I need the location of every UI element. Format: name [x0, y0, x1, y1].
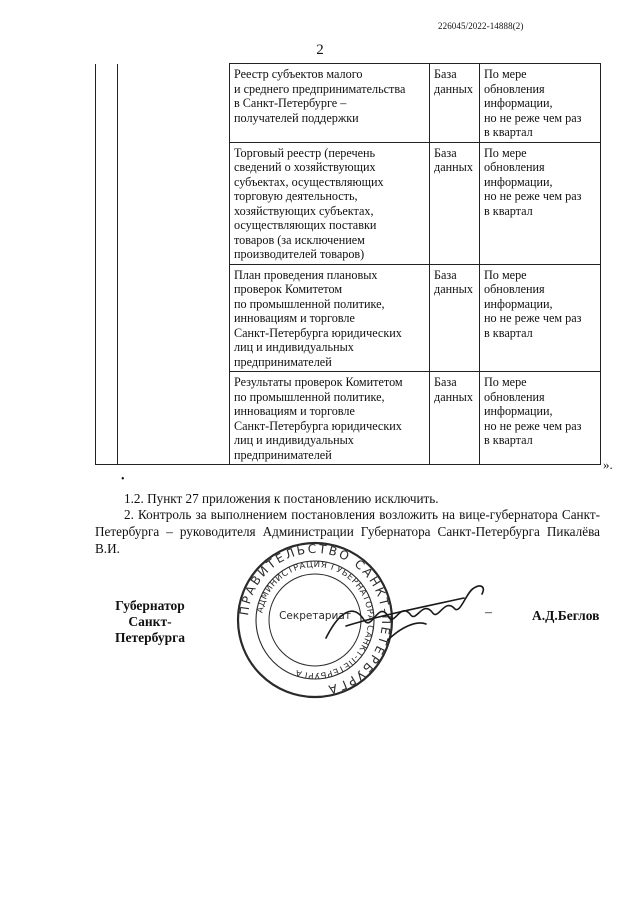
table-row — [96, 264, 601, 372]
empty-cell — [118, 264, 230, 372]
record-source-cell: База данных — [430, 142, 480, 264]
record-source-cell: База данных — [430, 264, 480, 372]
page-number: 2 — [316, 42, 324, 58]
empty-cell — [96, 372, 118, 465]
record-name-cell: Торговый реестр (перечень сведений о хозяйствующих субъектах, осуществляющих торговую деятельность, хозяйствующих субъектах, осуществляющих поставки товаров (за исключением производителей товаров) — [230, 142, 430, 264]
table-row — [96, 142, 601, 264]
record-source-cell: База данных — [430, 372, 480, 465]
seal-inner-text: АДМИНИСТРАЦИЯ ГУБЕРНАТОРА САНКТ-ПЕТЕРБУРГА — [255, 559, 376, 681]
update-frequency-cell: По мере обновления информации, но не реже чем раз в квартал — [480, 64, 601, 143]
seal-center-text: Секретариат — [279, 610, 351, 622]
record-name-cell: Реестр субъектов малого и среднего предпринимательства в Санкт-Петербурге – получателей поддержки — [230, 64, 430, 143]
document-number: 226045/2022-14888(2) — [438, 21, 524, 31]
official-seal-with-signature — [228, 541, 498, 698]
paragraph-2: 2. Контроль за выполнением постановления возложить на вице-губернатора Санкт-Петербурга – руководителя Администрации Губернатора Санкт-Петербурга Пикалёва В.И. — [95, 507, 600, 556]
signatory-title — [94, 598, 206, 646]
paragraph-1: 1.2. Пункт 27 приложения к постановлению исключить. — [124, 491, 439, 506]
empty-cell — [96, 64, 118, 143]
empty-cell — [118, 142, 230, 264]
update-frequency-cell: По мере обновления информации, но не реже чем раз в квартал — [480, 264, 601, 372]
signatory-name: А.Д.Беглов — [532, 608, 600, 623]
stray-mark: • — [121, 474, 125, 485]
empty-cell — [118, 372, 230, 465]
table-row — [96, 64, 601, 143]
table-row — [96, 372, 601, 465]
registry-table — [95, 63, 601, 465]
signatory-title-line-1: Губернатор — [115, 598, 185, 613]
seal-outer-text: ПРАВИТЕЛЬСТВО САНКТ-ПЕТЕРБУРГА — [237, 541, 394, 698]
update-frequency-cell: По мере обновления информации, но не реже чем раз в квартал — [480, 372, 601, 465]
empty-cell — [96, 142, 118, 264]
signatory-title-line-2: Санкт-Петербурга — [115, 614, 185, 645]
closing-quote: ». — [603, 457, 613, 472]
record-source-cell: База данных — [430, 64, 480, 143]
record-name-cell: Результаты проверок Комитетом по промышленной политике, инновациям и торговле Санкт-Петербурга юридических лиц и индивидуальных предпринимателей — [230, 372, 430, 465]
record-name-cell: План проведения плановых проверок Комитетом по промышленной политике, инновациям и торговле Санкт-Петербурга юридических лиц и индивидуальных предпринимателей — [230, 264, 430, 372]
empty-cell — [96, 264, 118, 372]
update-frequency-cell: По мере обновления информации, но не реже чем раз в квартал — [480, 142, 601, 264]
empty-cell — [118, 64, 230, 143]
signature-dash: – — [485, 605, 492, 620]
